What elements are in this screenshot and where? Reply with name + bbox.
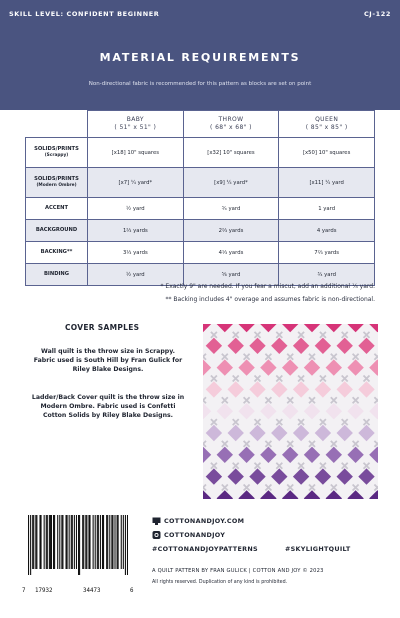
website-link[interactable]: COTTONANDJOY.COM <box>164 517 245 525</box>
table-row <box>26 198 375 220</box>
rights-notice: All rights reserved. Duplication of any kind is prohibited. <box>152 580 288 585</box>
barcode-bar <box>83 515 84 569</box>
hashtag-patterns: #COTTONANDJOYPATTERNS <box>152 545 258 553</box>
barcode-bar <box>82 515 83 569</box>
row-sublabel: (Scrappy) <box>44 152 69 158</box>
cover-sample-wall: Wall quilt is the throw size in Scrappy. Fabric used is South Hill by Fran Gulick for Riley Blake Designs. <box>33 348 183 373</box>
barcode-digit: 34473 <box>83 588 101 594</box>
column-header-queen <box>279 111 375 138</box>
barcode-bar <box>32 515 33 569</box>
quilt-photo <box>203 324 378 499</box>
table-cell: 4 yards <box>279 220 375 242</box>
column-size: ( 51" x 51" ) <box>114 124 157 131</box>
column-name: BABY <box>126 116 144 123</box>
barcode-bar <box>125 515 126 575</box>
barcode-bar <box>121 515 122 569</box>
barcode-bar <box>44 515 45 569</box>
barcode-bar <box>111 515 112 569</box>
barcode-bar <box>127 515 128 575</box>
barcode-bar <box>61 515 62 569</box>
barcode-bar <box>46 515 47 569</box>
barcode-bar <box>53 515 54 569</box>
barcode-bar <box>95 515 96 569</box>
barcode-bar <box>72 515 73 569</box>
row-label: BINDING <box>26 264 88 286</box>
barcode-bar <box>41 515 42 569</box>
barcode-bar <box>102 515 103 569</box>
table-row <box>26 168 375 198</box>
table-cell: [x7] ¼ yard* <box>88 168 184 198</box>
hashtag-skylight: #SKYLIGHTQUILT <box>285 545 351 553</box>
table-cell: 1⅔ yards <box>88 220 184 242</box>
table-cell: ¾ yard <box>279 264 375 286</box>
instagram-handle[interactable]: COTTONANDJOY <box>164 531 226 539</box>
table-corner <box>26 111 88 138</box>
barcode-bar <box>69 515 70 569</box>
barcode-bar <box>88 515 89 569</box>
barcode-bar <box>107 515 108 569</box>
barcode-bar <box>51 515 52 569</box>
row-label <box>26 168 88 198</box>
barcode-bar <box>123 515 124 569</box>
skill-level: SKILL LEVEL: CONFIDENT BEGINNER <box>9 10 160 18</box>
row-label-text: SOLIDS/PRINTS <box>34 146 79 152</box>
computer-icon <box>152 517 161 525</box>
barcode-digit: 17932 <box>35 588 53 594</box>
table-cell: ½ yard <box>88 198 184 220</box>
page-subtitle: Non-directional fabric is recommended for this pattern as blocks are set on point <box>88 81 312 87</box>
barcode-bar <box>35 515 36 569</box>
pattern-credit: A QUILT PATTERN BY FRAN GULICK | COTTON AND JOY © 2023 <box>152 568 324 574</box>
column-size: ( 68" x 68" ) <box>210 124 252 131</box>
instagram-icon <box>152 531 161 539</box>
table-cell: ½ yard <box>88 264 184 286</box>
barcode-bar <box>50 515 51 569</box>
table-cell: 7⅔ yards <box>279 242 375 264</box>
column-header-baby <box>88 111 184 138</box>
table-cell: 4⅓ yards <box>183 242 279 264</box>
barcode-bar <box>103 515 104 569</box>
barcode-bar <box>66 515 67 569</box>
barcode-bar <box>49 515 50 569</box>
barcode-bar <box>62 515 63 569</box>
column-name: THROW <box>218 116 244 123</box>
barcode-bar <box>28 515 29 575</box>
barcode-bar <box>118 515 119 569</box>
table-row <box>26 138 375 168</box>
barcode-bar <box>117 515 118 569</box>
table-cell: [x9] ¼ yard* <box>183 168 279 198</box>
barcode-bar <box>100 515 101 569</box>
row-label-text: SOLIDS/PRINTS <box>34 176 79 182</box>
table-row <box>26 242 375 264</box>
column-header-throw <box>183 111 279 138</box>
website-line <box>152 517 244 525</box>
row-sublabel: (Modern Ombre) <box>36 182 77 188</box>
barcode <box>28 515 128 575</box>
barcode-bar <box>85 515 86 569</box>
row-label: BACKING** <box>26 242 88 264</box>
cover-sample-ladder: Ladder/Back Cover quilt is the throw size in Modern Ombre. Fabric used is Confetti Cotton Solids by Riley Blake Designs. <box>31 394 185 419</box>
barcode-bar <box>71 515 72 569</box>
barcode-bar <box>57 515 58 569</box>
table-row <box>26 220 375 242</box>
table-cell: ⅝ yard <box>183 264 279 286</box>
barcode-bar <box>109 515 110 569</box>
barcode-bar <box>47 515 48 569</box>
barcode-bar <box>59 515 60 569</box>
page-title: MATERIAL REQUIREMENTS <box>99 51 301 64</box>
table-cell: [x32] 10" squares <box>183 138 279 168</box>
material-table <box>25 110 375 286</box>
pattern-code: CJ-122 <box>363 10 391 18</box>
barcode-bar <box>74 515 75 569</box>
table-cell: 3⅓ yards <box>88 242 184 264</box>
barcode-bar <box>93 515 94 569</box>
barcode-bar <box>67 515 68 569</box>
barcode-bar <box>33 515 34 569</box>
barcode-digit: 6 <box>130 588 134 594</box>
barcode-bar <box>112 515 113 569</box>
barcode-digit: 7 <box>22 588 26 594</box>
barcode-bar <box>98 515 99 569</box>
barcode-bar <box>97 515 98 569</box>
table-cell: [x11] ¼ yard <box>279 168 375 198</box>
table-cell: 2⅔ yards <box>183 220 279 242</box>
barcode-bar <box>86 515 87 569</box>
barcode-bar <box>76 515 77 569</box>
column-name: QUEEN <box>315 116 339 123</box>
row-label <box>26 138 88 168</box>
instagram-line <box>152 531 225 539</box>
barcode-bar <box>54 515 55 569</box>
footnote-backing: ** Backing includes 4" overage and assumes fabric is non-directional. <box>165 296 375 303</box>
barcode-bar <box>79 515 80 575</box>
cover-samples-heading: COVER SAMPLES <box>65 323 140 332</box>
barcode-bar <box>36 515 37 569</box>
barcode-bar <box>89 515 90 569</box>
table-cell: [x50] 10" squares <box>279 138 375 168</box>
table-cell: ¾ yard <box>183 198 279 220</box>
barcode-bar <box>30 515 31 575</box>
barcode-bar <box>78 515 79 575</box>
header-band <box>0 0 400 110</box>
row-label: ACCENT <box>26 198 88 220</box>
barcode-bar <box>106 515 107 569</box>
table-cell: [x18] 10" squares <box>88 138 184 168</box>
row-label: BACKGROUND <box>26 220 88 242</box>
barcode-bar <box>114 515 115 569</box>
table-cell: 1 yard <box>279 198 375 220</box>
column-size: ( 85" x 85" ) <box>305 124 348 131</box>
footnote-miscut: * Exactly 9" are needed. If you fear a miscut, add an additional ⅛ yard. <box>160 283 375 290</box>
barcode-bar <box>39 515 40 569</box>
